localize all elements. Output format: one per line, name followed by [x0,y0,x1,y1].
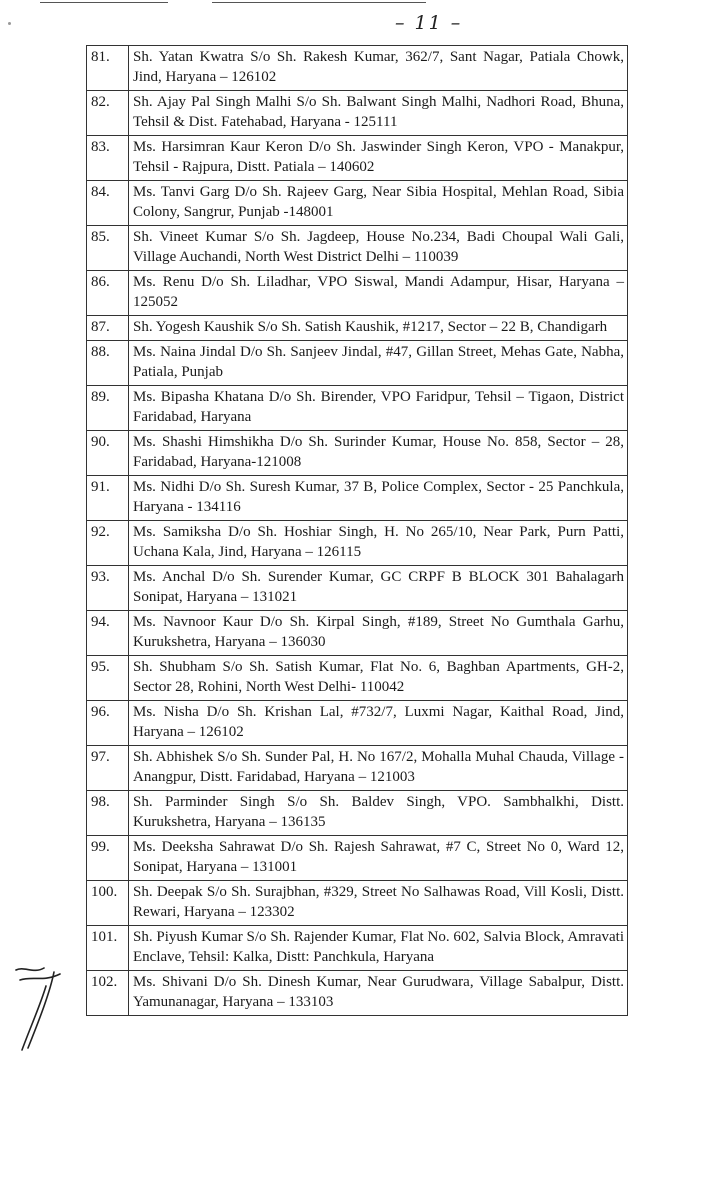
table-row [87,386,628,431]
table-row [87,46,628,91]
name-address: Sh. Yatan Kwatra S/o Sh. Rakesh Kumar, 362/7, Sant Nagar, Patiala Chowk, Jind, Haryana – 126102 [129,46,628,91]
name-address: Ms. Shashi Himshikha D/o Sh. Surinder Kumar, House No. 858, Sector – 28, Faridabad, Haryana-121008 [129,431,628,476]
table-row [87,271,628,316]
name-address: Ms. Harsimran Kaur Keron D/o Sh. Jaswinder Singh Keron, VPO - Manakpur, Tehsil - Rajpura, Distt. Patiala – 140602 [129,136,628,181]
serial-number: 88. [87,341,129,386]
name-address: Sh. Abhishek S/o Sh. Sunder Pal, H. No 167/2, Mohalla Muhal Chauda, Village - Anangpur, Distt. Faridabad, Haryana – 121003 [129,746,628,791]
table-row [87,136,628,181]
serial-number: 94. [87,611,129,656]
table-row [87,476,628,521]
serial-number: 98. [87,791,129,836]
page-number: – 11 – [395,12,463,34]
table-row [87,226,628,271]
serial-number: 81. [87,46,129,91]
serial-number: 83. [87,136,129,181]
table-row [87,521,628,566]
serial-number: 92. [87,521,129,566]
name-address: Ms. Renu D/o Sh. Liladhar, VPO Siswal, Mandi Adampur, Hisar, Haryana – 125052 [129,271,628,316]
table-row [87,701,628,746]
serial-number: 89. [87,386,129,431]
table-row [87,611,628,656]
address-table-body [87,46,628,1016]
serial-number: 91. [87,476,129,521]
serial-number: 96. [87,701,129,746]
table-row [87,656,628,701]
name-address: Ms. Samiksha D/o Sh. Hoshiar Singh, H. No 265/10, Near Park, Purn Patti, Uchana Kala, Jind, Haryana – 126115 [129,521,628,566]
table-row [87,431,628,476]
table-row [87,926,628,971]
table-row [87,181,628,226]
name-address: Ms. Deeksha Sahrawat D/o Sh. Rajesh Sahrawat, #7 C, Street No 0, Ward 12, Sonipat, Haryana – 131001 [129,836,628,881]
table-row [87,836,628,881]
name-address: Sh. Deepak S/o Sh. Surajbhan, #329, Street No Salhawas Road, Vill Kosli, Distt. Rewari, Haryana – 123302 [129,881,628,926]
table-row [87,881,628,926]
serial-number: 86. [87,271,129,316]
serial-number: 87. [87,316,129,341]
table-row [87,91,628,136]
serial-number: 102. [87,971,129,1016]
name-address: Sh. Parminder Singh S/o Sh. Baldev Singh, VPO. Sambhalkhi, Distt. Kurukshetra, Haryana – 136135 [129,791,628,836]
name-address: Ms. Tanvi Garg D/o Sh. Rajeev Garg, Near Sibia Hospital, Mehlan Road, Sibia Colony, Sangrur, Punjab -148001 [129,181,628,226]
name-address: Ms. Nidhi D/o Sh. Suresh Kumar, 37 B, Police Complex, Sector - 25 Panchkula, Haryana - 134116 [129,476,628,521]
name-address: Sh. Piyush Kumar S/o Sh. Rajender Kumar, Flat No. 602, Salvia Block, Amravati Enclave, Tehsil: Kalka, Distt: Panchkula, Haryana [129,926,628,971]
serial-number: 84. [87,181,129,226]
name-address: Ms. Shivani D/o Sh. Dinesh Kumar, Near Gurudwara, Village Sabalpur, Distt. Yamunanagar, Haryana – 133103 [129,971,628,1016]
serial-number: 93. [87,566,129,611]
serial-number: 97. [87,746,129,791]
serial-number: 101. [87,926,129,971]
serial-number: 100. [87,881,129,926]
table-row [87,791,628,836]
address-table [86,45,628,1016]
serial-number: 90. [87,431,129,476]
name-address: Ms. Nisha D/o Sh. Krishan Lal, #732/7, Luxmi Nagar, Kaithal Road, Jind, Haryana – 126102 [129,701,628,746]
name-address: Ms. Navnoor Kaur D/o Sh. Kirpal Singh, #189, Street No Gumthala Garhu, Kurukshetra, Haryana – 136030 [129,611,628,656]
top-rule-right [212,2,426,3]
name-address: Sh. Ajay Pal Singh Malhi S/o Sh. Balwant Singh Malhi, Nadhori Road, Bhuna, Tehsil & Dist. Fatehabad, Haryana - 125111 [129,91,628,136]
name-address: Ms. Bipasha Khatana D/o Sh. Birender, VPO Faridpur, Tehsil – Tigaon, District Faridabad, Haryana [129,386,628,431]
name-address: Sh. Vineet Kumar S/o Sh. Jagdeep, House No.234, Badi Choupal Wali Gali, Village Auchandi, North West District Delhi – 110039 [129,226,628,271]
table-row [87,746,628,791]
handwritten-signature [10,962,70,1054]
serial-number: 95. [87,656,129,701]
name-address: Ms. Anchal D/o Sh. Surender Kumar, GC CRPF B BLOCK 301 Bahalagarh Sonipat, Haryana – 131021 [129,566,628,611]
serial-number: 99. [87,836,129,881]
serial-number: 85. [87,226,129,271]
name-address: Sh. Shubham S/o Sh. Satish Kumar, Flat No. 6, Baghban Apartments, GH-2, Sector 28, Rohini, North West Delhi- 110042 [129,656,628,701]
table-row [87,341,628,386]
name-address: Sh. Yogesh Kaushik S/o Sh. Satish Kaushik, #1217, Sector – 22 B, Chandigarh [129,316,628,341]
table-row [87,566,628,611]
serial-number: 82. [87,91,129,136]
table-row [87,316,628,341]
top-rule-left [40,2,168,3]
margin-mark [8,22,11,25]
table-row [87,971,628,1016]
name-address: Ms. Naina Jindal D/o Sh. Sanjeev Jindal, #47, Gillan Street, Mehas Gate, Nabha, Patiala, Punjab [129,341,628,386]
